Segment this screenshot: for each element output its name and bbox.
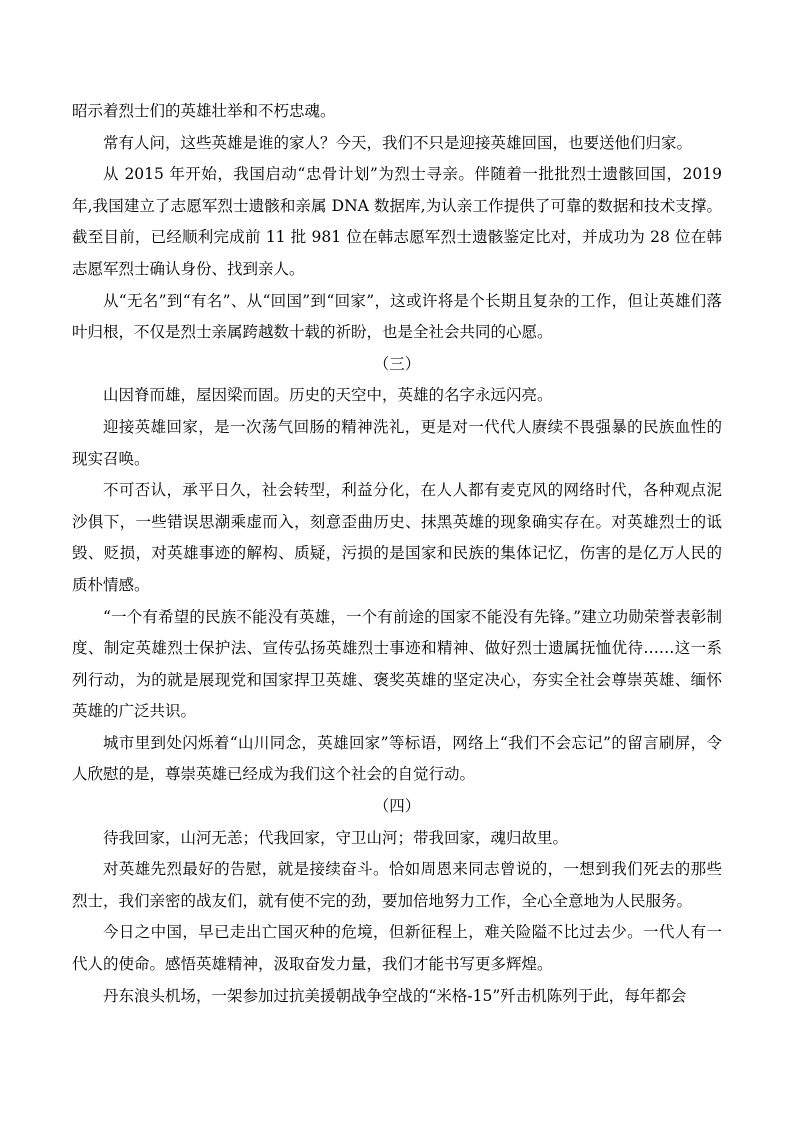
paragraph: 丹东浪头机场，一架参加过抗美援朝战争空战的“米格-15”歼击机陈列于此，每年都会 (103, 986, 687, 1005)
section-heading-4: （四） (373, 797, 421, 816)
paragraph: 迎接英雄回家，是一次荡气回肠的精神洗礼，更是对一代代人赓续不畏强暴的民族血性的现实召唤。 (72, 417, 722, 468)
paragraph: 不可否认，承平日久，社会转型，利益分化，在人人都有麦克风的网络时代，各种观点泥沙俱下，一些错误思潮乘虚而入，刻意歪曲历史、抹黑英雄的现象确实存在。对英雄烈士的诋毁、贬损，对英雄事迹的解构、质疑，污损的是国家和民族的集体记忆，伤害的是亿万人民的质朴情感。 (72, 481, 722, 594)
paragraph: 山因脊而雄，屋因梁而固。历史的天空中，英雄的名字永远闪亮。 (103, 386, 553, 405)
paragraph: 待我回家，山河无恙；代我回家，守卫山河；带我回家，魂归故里。 (103, 828, 569, 847)
paragraph: 对英雄先烈最好的告慰，就是接续奋斗。恰如周恩来同志曾说的，一想到我们死去的那些烈士，我们亲密的战友们，就有使不完的劲，要加倍地努力工作，全心全意地为人民服务。 (72, 860, 722, 910)
paragraph: 城市里到处闪烁着“山川同念，英雄回家”等标语，网络上“我们不会忘记”的留言刷屏，令人欣慰的是，尊崇英雄已经成为我们这个社会的自觉行动。 (72, 733, 722, 784)
paragraph: 常有人问，这些英雄是谁的家人？今天，我们不只是迎接英雄回国，也要送他们归家。 (103, 133, 693, 152)
paragraph: 从 2015 年开始，我国启动“忠骨计划”为烈士寻亲。伴随着一批批烈士遗骸回国，2019 年,我国建立了志愿军烈士遗骸和亲属 DNA 数据库,为认亲工作提供了可靠的数据和技术支撑。截至目前，已经顺利完成前 11 批 981 位在韩志愿军烈士遗骸鉴定比对，并成功为 28 位在韩志愿军烈士确认身份、找到亲人。 (72, 165, 722, 278)
article-body (72, 96, 722, 1012)
section-heading-3: （三） (373, 354, 421, 373)
paragraph: 今日之中国，早已走出亡国灭种的危境，但新征程上，难关险隘不比过去少。一代人有一代人的使命。感悟英雄精神，汲取奋发力量，我们才能书写更多辉煌。 (72, 923, 722, 974)
paragraph: 从“无名”到“有名”、从“回国”到“回家”，这或许将是个长期且复杂的工作，但让英雄们落叶归根，不仅是烈士亲属跨越数十载的祈盼，也是全社会共同的心愿。 (72, 291, 722, 342)
paragraph-quote: “一个有希望的民族不能没有英雄，一个有前途的国家不能没有先锋。”建立功勋荣誉表彰制度、制定英雄烈士保护法、宣传弘扬英雄烈士事迹和精神、做好烈士遗属抚恤优待……这一系列行动，为的就是展现党和国家捍卫英雄、褒奖英雄的坚定决心，夯实全社会尊崇英雄、缅怀英雄的广泛共识。 (72, 607, 722, 721)
paragraph-continuation: 昭示着烈士们的英雄壮举和不朽忠魂。 (72, 102, 336, 120)
